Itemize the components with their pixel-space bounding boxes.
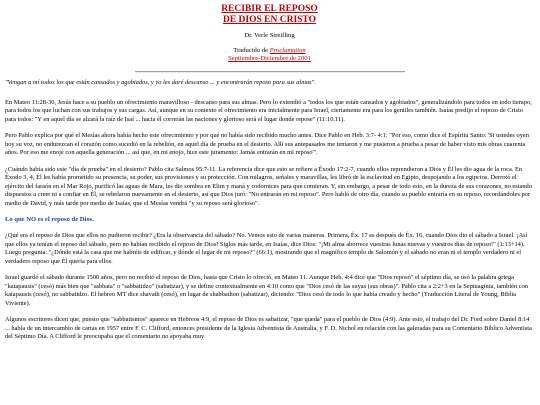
paragraph-5: Israel guardó el sábado durante 1500 años, pero no recibió el reposo de Dios, hasta que Cristo lo ofreció, en Mateo 11. Aunque Heb. 4:4 dice que "Dios reposó" el séptimo día, se usó la palabra griega "katapausis" (cesó) más bien que "sabbata" o "sabbatidzo" (sabatizar), y se define contextualmente en 4:10 como que "Dios cesó de las suyas (sus obras)". Pablo cita a 2:2+3 en la Septuaginta, también con katapausis (cesó), no sabbatidzo. El hebreo MT dice shavath (cesó), en lugar de shabbathon (sabatizar), diciendo: "Dios cesó de todo lo que había creado y hecho" (Traducción Literal de Young, Biblia Viviente). [5,274,528,307]
divider [135,71,405,73]
title-line-1: RECIBIR EL REPOSO [221,4,318,14]
source-link[interactable] [270,47,306,54]
paragraph-6: Algunos escritores dicen que, puesto que "sabbatismos" aparece en Hebreos 4:9, el reposo de Dios es sabatizar, "que queda" para el pueblo de Dios (4:9). Ante esto, el trabajo del Dr. Ford sobre Daniel 8:14 ... habla de un intercambio de cartas en 1957 entre F. C. Clifford, entonces presidente de la Iglesia Adventista de Australia, y F. D. Nichol en relación con las galeradas para su Comentario Bíblico Adventista del Séptimo Día. A Clifford le preocupaba que el comentario no apoyaba muy [5,316,532,340]
source-title: Proclamation [269,47,306,54]
section-heading: Lo que NO es el reposo de Dios. [5,216,94,223]
title-line-2: DE DIOS EN CRISTO [222,15,316,25]
paragraph-2: Pero Pablo explica por qué el Mesías ahora había hecho este ofrecimiento y por qué no había sido recibido mucho antes. Dice Pablo en Heb. 3:7- 4:1: "Por eso, como dice el Espíritu Santo: 'Si ustedes oyen hoy su voz, no endurezcan el corazón como sucedió en la rebelión, en aquel día de prueba en el desierto. Allí sus antepasados me tentaron y me pusieron a prueba a pesar de haber visto mis obras cuarenta años. Por eso me enojé con aquella generación ... así que, en mi enojo, hice este juramento: Jamás entrarán en mi reposo'". [5,132,529,156]
paragraph-1: En Mateo 11:28-30, Jesús hace a su pueblo un ofrecimiento maravilloso - descanso para sus almas. Pero lo extendió a "todos los que están cansados y agobiados", generalizándolo para todos en todo tiempo, para todos los que luchan con sus trabajos y sus cargas. Así, aunque en su contexto el ofrecimiento era inicialmente para Israel, ciertamente era para los gentiles también. Isaías predijo el reposo de Cristo para todos: "Y en aquel día se alzará la raíz de Isaí ... hacia él correrán las naciones y glorioso será el lugar donde repose" (11:10.11). [5,98,532,123]
opening-quote: "Vengan a mí todos los que están cansados y agobiados, y yo les daré descanso ... y encontrarán reposo para sus almas". [5,79,316,86]
issue-link[interactable]: Septiembre-Diciembre de 2001 [228,55,311,62]
paragraph-4: ¿Qué era el reposo de Dios que ellos no pudieron recibir? ¿Era la observancia del sábado? No. Vemos esto de varias maneras. Primera, Éx. 17 es después de Éx. 16, cuando Dios dio el sábado a Israel. ¡Así que ellos ya tenían el reposo del sábado, pero no habían recibido el reposo de Dios! Siglos más tarde, en Isaías, dice Dios: "¡Mi alma aborrece vuestras lunas nuevas y vuestros días de reposo!" (1:13+14). Luego pregunta: "¿Dónde está la casa que me habréis de edificar, y dónde el lugar de mi reposo?" (66:1), mostrando que el magnífico templo de Salomón y el sábado no eran ni el templo verdadero ni el verdadero reposo que Él quería para ellos. [5,232,528,265]
author-name: Dr. Verle Streifling [244,32,295,39]
translated-from-label: Traducido de [233,47,270,54]
article-title [5,4,534,26]
translation-note [5,47,534,63]
paragraph-3: ¿Cuándo había sido este "día de prueba" en el desierto? Pablo cita Salmos 95:7-11. La referencia dice que esto se refiere a Éxodo 17:2-7, cuando ellos reprendieron a Dios y Él les dio agua de la roca. En Éxodo 3, 4, Él les había prometido su presencia, su poder, sus provisiones y su protección. Con milagros, señales y maravillas, les libró de la esclavitud en Egipto, despojando a los egipcios. Derrotó el ejército del faraón en el Mar Rojo, purificó las aguas de Mara, les dio sombra en Elim y maná y codornices para que comieran. Y, sin embargo, a pesar de todo esto, en la dureza de sus corazones, no estando dispuestos a creer ni a confiar en Él, se rebelaron nuevamente en el desierto, así que Dios juró: "No entrarán en mi reposo". Pero habló de otro día, cuando su pueblo entraría en su reposo, recordándoles por medio de David, y más tarde por medio de Isaías, que el Mesías vendrá "y su reposo será glorioso". [5,165,532,207]
